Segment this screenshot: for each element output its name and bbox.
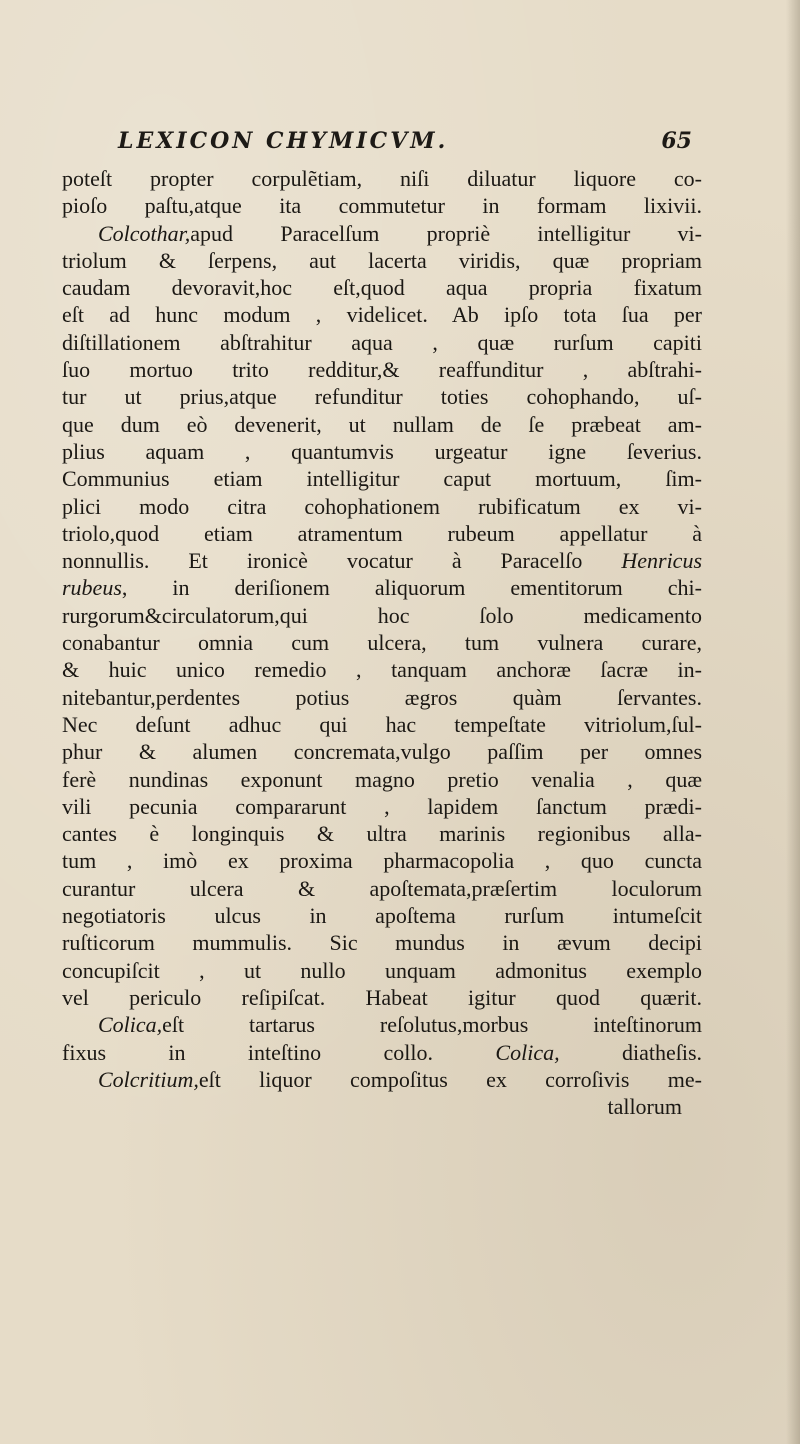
running-title: LEXICON CHYMICVM. bbox=[118, 128, 449, 154]
catchword: tallorum bbox=[607, 1094, 682, 1120]
text-line: tur ut prius,atque refunditur toties cohophando, uſ- bbox=[62, 384, 702, 410]
page-edge-shadow bbox=[786, 0, 800, 1444]
entry-colica-diathesis: fixus in inteſtino collo. Colica, diatheſis. bbox=[62, 1039, 703, 1065]
text-line: curantur ulcera & apoſtemata,præſertim loculorum bbox=[62, 875, 702, 901]
text-line: vel periculo reſipiſcat. Habeat igitur quod quærit. bbox=[62, 984, 702, 1010]
entry-colica: Colica,eſt tartarus reſolutus,morbus inteſtinorum bbox=[98, 1012, 702, 1038]
text-line: cantes è longinquis & ultra marinis regionibus alla- bbox=[62, 821, 702, 847]
text-line: & huic unico remedio , tanquam anchoræ ſacræ in- bbox=[62, 657, 702, 683]
text-line: ferè nundinas exponunt magno pretio venalia , quæ bbox=[62, 766, 702, 792]
italic-name: Henricus bbox=[621, 548, 703, 574]
text-line: negotiatoris ulcus in apoſtema rurſum intumeſcit bbox=[62, 903, 702, 929]
text-line: eſt ad hunc modum , videlicet. Ab ipſo tota ſua per bbox=[62, 302, 702, 328]
text-line: plici modo citra cohophationem rubificatum ex vi- bbox=[62, 493, 702, 519]
body-text bbox=[62, 165, 702, 1120]
text-line: pioſo paſtu,atque ita commutetur in formam lixivii. bbox=[62, 193, 702, 219]
lemma: Colica, bbox=[495, 1039, 560, 1065]
lemma: Colcritium, bbox=[98, 1066, 199, 1092]
lemma: Colica, bbox=[98, 1012, 163, 1038]
text-line: que dum eò devenerit, ut nullam de ſe præbeat am- bbox=[62, 411, 702, 437]
text-line: ruſticorum mummulis. Sic mundus in ævum decipi bbox=[62, 930, 702, 956]
running-head bbox=[118, 128, 692, 158]
text-line: tum , imò ex proxima pharmacopolia , quo cuncta bbox=[62, 848, 702, 874]
text-line: poteſt propter corpulẽtiam, niſi diluatur liquore co- bbox=[62, 166, 702, 191]
text-line: rubeus, in deriſionem aliquorum ementitorum chi- bbox=[62, 575, 702, 601]
page-number: 65 bbox=[661, 128, 692, 154]
text-line: diſtillationem abſtrahitur aqua , quæ rurſum capiti bbox=[62, 329, 702, 355]
text-line: nitebantur,perdentes potius ægros quàm ſervantes. bbox=[62, 684, 702, 710]
text-line: vili pecunia compararunt , lapidem ſanctum prædi- bbox=[62, 793, 702, 819]
entry-colcritium: Colcritium,eſt liquor compoſitus ex corroſivis me- bbox=[98, 1066, 702, 1092]
italic-name: rubeus bbox=[62, 575, 122, 601]
text-line: rurgorum&circulatorum,qui hoc ſolo medicamento bbox=[62, 602, 702, 628]
text-line: Nec deſunt adhuc qui hac tempeſtate vitriolum,ſul- bbox=[62, 711, 702, 737]
entry-colcothar: Colcothar,apud Paracelſum propriè intelligitur vi- bbox=[98, 220, 702, 246]
text-line: plius aquam , quantumvis urgeatur igne ſeverius. bbox=[62, 438, 702, 464]
text-line: nonnullis. Et ironicè vocatur à Paracelſo Henricus bbox=[62, 548, 703, 574]
text-line: triolo,quod etiam atramentum rubeum appellatur à bbox=[62, 520, 702, 546]
text-line: phur & alumen concremata,vulgo paſſim per omnes bbox=[62, 739, 702, 765]
text-line: conabantur omnia cum ulcera, tum vulnera curare, bbox=[62, 630, 702, 656]
text-line: caudam devoravit,hoc eſt,quod aqua propria fixatum bbox=[62, 275, 702, 301]
text-line: concupiſcit , ut nullo unquam admonitus exemplo bbox=[62, 957, 702, 983]
text-line: Communius etiam intelligitur caput mortuum, ſim- bbox=[62, 466, 702, 492]
lemma: Colcothar, bbox=[98, 220, 191, 246]
text-line: ſuo mortuo trito redditur,& reaffunditur , abſtrahi- bbox=[62, 357, 702, 383]
text-line: triolum & ſerpens, aut lacerta viridis, quæ propriam bbox=[62, 247, 702, 273]
